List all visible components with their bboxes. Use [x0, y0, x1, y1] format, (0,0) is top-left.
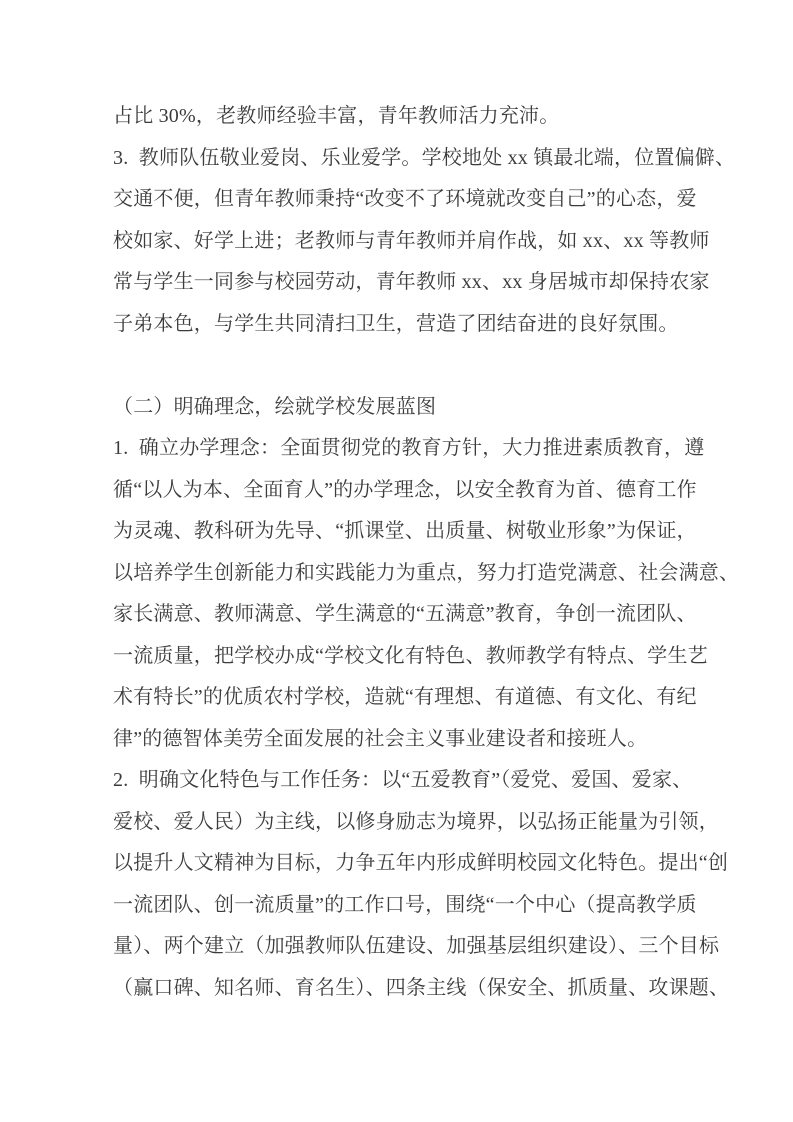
text-line: 律”的德智体美劳全面发展的社会主义事业建设者和接班人。	[113, 727, 648, 750]
text-line: 1. 确立办学理念：全面贯彻党的教育方针，大力推进素质教育，遵	[113, 437, 705, 459]
text-line: 以提升人文精神为目标，力争五年内形成鲜明校园文化特色。提出“创	[113, 852, 729, 874]
text-line: 3. 教师队伍敬业爱岗、乐业爱学。学校地处 xx 镇最北端，位置偏僻、	[113, 146, 736, 169]
text-line: 交通不便，但青年教师秉持“改变不了环境就改变自己”的心态，爱	[113, 188, 697, 210]
text-line: 常与学生一同参与校园劳动，青年教师 xx、xx 身居城市却保持农家	[113, 271, 710, 293]
document-text-block	[113, 96, 740, 1009]
text-line: 子弟本色，与学生共同清扫卫生，营造了团结奋进的良好氛围。	[113, 312, 679, 335]
text-line: （赢口碑、知名师、育名生）、四条主线（保安全、抓质量、攻课题、	[113, 976, 730, 999]
text-line: 为灵魂、教科研为先导、“抓课堂、出质量、树敬业形象”为保证，	[113, 520, 697, 542]
text-line: 2. 明确文化特色与工作任务：以“五爱教育”（爱党、爱国、爱家、	[113, 769, 693, 791]
blank-line	[113, 345, 685, 387]
text-line: 量）、两个建立（加强教师队伍建设、加强基层组织建设）、三个目标	[113, 935, 720, 957]
text-line: 校如家、好学上进；老教师与青年教师并肩作战，如 xx、xx 等教师	[113, 229, 710, 252]
text-line: 家长满意、教师满意、学生满意的“五满意”教育，争创一流团队、	[113, 603, 697, 625]
text-line: 一流团队、创一流质量”的工作口号，围绕“一个中心（提高教学质	[113, 893, 697, 916]
text-line: 术有特长”的优质农村学校，造就“有理想、有道德、有文化、有纪	[113, 686, 697, 708]
text-line: 一流质量，把学校办成“学校文化有特色、教师教学有特点、学生艺	[113, 644, 708, 667]
section-heading: （二）明确理念，绘就学校发展蓝图	[113, 395, 437, 418]
text-line: 循“以人为本、全面育人”的办学理念，以安全教育为首、德育工作	[113, 478, 697, 501]
text-line: 爱校、爱人民）为主线，以修身励志为境界，以弘扬正能量为引领，	[113, 810, 719, 833]
text-line: 占比 30%，老教师经验丰富，青年教师活力充沛。	[113, 105, 560, 127]
text-line: 以培养学生创新能力和实践能力为重点，努力打造党满意、社会满意、	[113, 561, 740, 584]
